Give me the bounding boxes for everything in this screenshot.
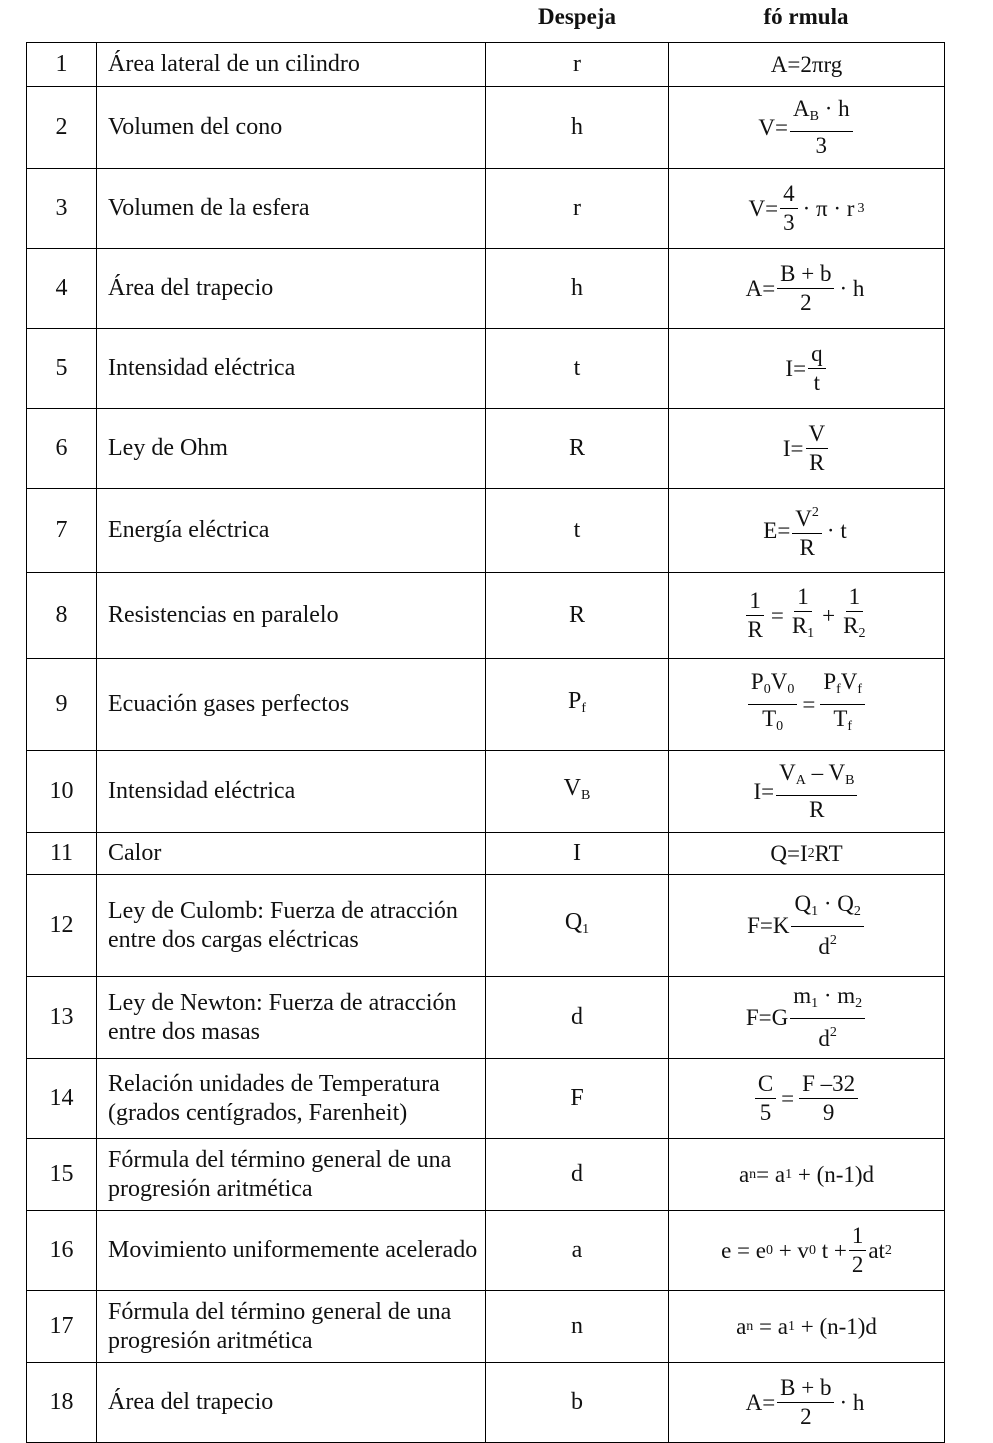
formula-part: + (n-1)d xyxy=(800,1313,877,1339)
formula-13 xyxy=(746,982,867,1053)
formula-part: 2 xyxy=(800,290,812,315)
formula-14 xyxy=(753,1070,860,1127)
row-variable: d xyxy=(486,977,669,1059)
formula-part: q xyxy=(808,340,826,369)
formula-part: · h xyxy=(839,276,865,301)
table-row xyxy=(27,43,945,87)
formula-part: Q=I xyxy=(770,840,808,866)
formula-part xyxy=(790,95,853,132)
formula-part: 2 xyxy=(851,1252,864,1277)
formula-part: F –32 xyxy=(799,1070,858,1099)
table-row xyxy=(27,659,945,751)
table-row xyxy=(27,169,945,249)
formula-part: B xyxy=(845,773,855,788)
row-number: 6 xyxy=(27,409,97,489)
formula-part: 1 xyxy=(811,904,819,919)
variable-subscript: 1 xyxy=(582,921,590,937)
formula-part: at xyxy=(868,1238,885,1263)
formula-part: V= xyxy=(748,196,779,221)
row-number: 10 xyxy=(27,751,97,833)
formula-part: A xyxy=(795,773,806,788)
row-variable: h xyxy=(486,87,669,169)
variable-subscript: B xyxy=(581,787,591,803)
row-formula xyxy=(669,573,945,659)
row-description: Fórmula del término general de una progresión aritmética xyxy=(97,1139,486,1211)
formula-part: V xyxy=(828,760,846,785)
formula-part: A=2πrg xyxy=(770,51,843,77)
formula-part: 0 xyxy=(763,682,771,697)
formula-part xyxy=(790,982,865,1019)
formula-part: · xyxy=(823,983,832,1008)
formula-part: – xyxy=(811,760,829,785)
row-number: 9 xyxy=(27,659,97,751)
formula-part: · t xyxy=(826,518,847,543)
formula-part: = xyxy=(770,603,784,628)
formula-part: 2 xyxy=(855,996,863,1011)
row-formula xyxy=(669,409,945,489)
row-variable: R xyxy=(486,573,669,659)
fraction xyxy=(776,759,857,824)
row-description: Energía eléctrica xyxy=(97,489,486,573)
formula-part: 3 xyxy=(857,201,865,216)
row-formula xyxy=(669,43,945,87)
row-formula xyxy=(669,659,945,751)
formula-part: V xyxy=(795,506,812,531)
fraction xyxy=(790,982,865,1053)
row-description: Área lateral de un cilindro xyxy=(97,43,486,87)
row-description: Área del trapecio xyxy=(97,249,486,329)
row-formula xyxy=(669,87,945,169)
row-variable: t xyxy=(486,329,669,409)
formula-part: m xyxy=(793,983,812,1008)
formula-part: A xyxy=(792,96,810,121)
formula-part: · xyxy=(823,891,832,916)
fraction xyxy=(745,587,766,644)
row-formula xyxy=(669,1211,945,1291)
formula-part: B + b xyxy=(777,1374,834,1403)
formula-part: · h xyxy=(839,1390,865,1415)
row-number: 18 xyxy=(27,1363,97,1443)
row-variable: F xyxy=(486,1059,669,1139)
row-number: 13 xyxy=(27,977,97,1059)
fraction xyxy=(748,668,797,741)
formula-4 xyxy=(746,260,868,317)
formula-part: 2 xyxy=(884,1243,892,1258)
formula-part: 4 xyxy=(780,180,798,209)
formula-part: $T_0$ xyxy=(762,706,784,734)
row-number: 16 xyxy=(27,1211,97,1291)
table-row xyxy=(27,87,945,169)
row-variable: $P_f$ xyxy=(486,659,669,751)
formula-part: + (n-1)d xyxy=(797,1161,875,1187)
fraction xyxy=(780,180,798,237)
formula-part: + xyxy=(822,603,836,628)
row-variable: r xyxy=(486,169,669,249)
row-description: Resistencias en paralelo xyxy=(97,573,486,659)
formula-part xyxy=(840,612,868,648)
formula-part: 0 xyxy=(776,719,784,734)
table-row xyxy=(27,1291,945,1363)
formula-part: = xyxy=(802,692,816,717)
formula-part: F=G xyxy=(745,1005,789,1030)
formula-part: + v xyxy=(778,1238,809,1263)
formula-part: 5 xyxy=(759,1100,772,1125)
formula-part: m xyxy=(837,983,856,1008)
table-row xyxy=(27,1139,945,1211)
row-formula xyxy=(669,1291,945,1363)
formula-part: 0 xyxy=(765,1243,773,1258)
row-description: Volumen del cono xyxy=(97,87,486,169)
formula-part: R xyxy=(791,613,808,638)
formula-part: d xyxy=(818,1026,830,1051)
row-formula xyxy=(669,875,945,977)
formula-part: t xyxy=(813,370,820,395)
row-variable: $Q_1$ xyxy=(486,875,669,977)
row-formula xyxy=(669,489,945,573)
table-row xyxy=(27,751,945,833)
row-description: Intensidad eléctrica xyxy=(97,329,486,409)
formula-part: C xyxy=(755,1070,776,1099)
row-number: 8 xyxy=(27,573,97,659)
formula-part: · π · r xyxy=(802,196,855,221)
row-description: Ley de Newton: Fuerza de atracción entre dos masas xyxy=(97,977,486,1059)
formula-part: = a xyxy=(759,1313,788,1339)
row-variable: I xyxy=(486,833,669,875)
fraction xyxy=(820,668,865,741)
table-row xyxy=(27,1059,945,1139)
row-formula xyxy=(669,329,945,409)
formula-part xyxy=(815,927,840,961)
formula-part xyxy=(789,612,817,648)
formula-part: 2 xyxy=(800,1404,812,1429)
row-description: Relación unidades de Temperatura (grados centígrados, Farenheit) xyxy=(97,1059,486,1139)
row-variable: $V_B$ xyxy=(486,751,669,833)
row-formula xyxy=(669,1139,945,1211)
row-number: 14 xyxy=(27,1059,97,1139)
row-formula xyxy=(669,977,945,1059)
table-row xyxy=(27,875,945,977)
formula-part: $P_0V_0$ xyxy=(748,668,797,705)
formula-10 xyxy=(754,759,860,824)
formula-part: a xyxy=(736,1313,747,1339)
row-description: Ecuación gases perfectos xyxy=(97,659,486,751)
table-row xyxy=(27,249,945,329)
formula-part: A= xyxy=(745,276,776,301)
formula-part: R xyxy=(747,617,763,642)
formula-part: n xyxy=(746,1318,754,1334)
formula-3 xyxy=(749,180,865,237)
formula-part: R xyxy=(809,797,825,822)
formula-part: B + b xyxy=(777,260,834,289)
row-number: 4 xyxy=(27,249,97,329)
fraction xyxy=(799,1070,858,1127)
formula-part: = xyxy=(781,1086,795,1111)
formula-part: 1 xyxy=(794,583,812,612)
formula-part: e = e xyxy=(721,1238,766,1263)
formula-1 xyxy=(771,50,842,79)
formula-part: t + xyxy=(821,1238,847,1263)
row-number: 17 xyxy=(27,1291,97,1363)
formula-part: 2 xyxy=(811,505,819,520)
formula-part: f xyxy=(857,682,863,697)
row-number: 1 xyxy=(27,43,97,87)
formula-part: = a xyxy=(756,1161,786,1187)
row-description: Fórmula del término general de una progresión aritmética xyxy=(97,1291,486,1363)
formula-part: 0 xyxy=(808,1243,816,1258)
row-variable: b xyxy=(486,1363,669,1443)
formula-part: 1 xyxy=(807,626,815,641)
formula-part: V xyxy=(806,420,829,449)
formula-part: n xyxy=(749,1166,757,1182)
formula-part: 1 xyxy=(811,996,819,1011)
formula-part: a xyxy=(738,1161,750,1187)
formula-part: 3 xyxy=(783,210,795,235)
fraction xyxy=(777,260,834,317)
row-variable: r xyxy=(486,43,669,87)
formula-6 xyxy=(783,420,830,477)
fraction xyxy=(806,420,829,477)
row-formula xyxy=(669,751,945,833)
table-row xyxy=(27,489,945,573)
row-description: Calor xyxy=(97,833,486,875)
row-description: Área del trapecio xyxy=(97,1363,486,1443)
formula-part: 2 xyxy=(829,1025,837,1040)
table-row xyxy=(27,573,945,659)
row-description: Intensidad eléctrica xyxy=(97,751,486,833)
formula-table xyxy=(26,42,945,1443)
row-formula xyxy=(669,833,945,875)
formula-part: R xyxy=(809,450,825,475)
formula-part: A= xyxy=(745,1390,776,1415)
formula-part xyxy=(815,1019,840,1053)
formula-part: 1 xyxy=(849,1222,867,1251)
formula-part: d xyxy=(818,934,830,959)
formula-part: f xyxy=(836,682,841,697)
row-formula xyxy=(669,169,945,249)
formula-part: · h xyxy=(824,96,850,121)
header-formula: fó rmula xyxy=(763,4,849,29)
row-number: 11 xyxy=(27,833,97,875)
row-number: 3 xyxy=(27,169,97,249)
formula-part xyxy=(792,499,822,534)
fraction xyxy=(790,95,853,160)
row-description: Ley de Culomb: Fuerza de atracción entre dos cargas eléctricas xyxy=(97,875,486,977)
row-description: Volumen de la esfera xyxy=(97,169,486,249)
formula-part: 2 xyxy=(807,845,815,861)
formula-part: E= xyxy=(763,518,791,543)
formula-part: $P_fV_f$ xyxy=(820,668,865,705)
formula-part: 0 xyxy=(787,682,795,697)
row-formula xyxy=(669,249,945,329)
formula-2 xyxy=(758,95,854,160)
formula-part: 1 xyxy=(746,587,764,616)
formula-11 xyxy=(770,839,842,868)
formula-7 xyxy=(763,499,849,562)
formula-part: F=K xyxy=(747,913,790,938)
fraction xyxy=(840,583,868,648)
formula-part: RT xyxy=(814,840,843,866)
formula-part: V= xyxy=(758,115,788,140)
fraction xyxy=(777,1374,834,1431)
formula-8 xyxy=(743,583,871,648)
formula-5 xyxy=(785,340,827,397)
fraction xyxy=(789,583,817,648)
row-variable: a xyxy=(486,1211,669,1291)
formula-part xyxy=(791,890,863,927)
row-variable: R xyxy=(486,409,669,489)
fraction xyxy=(792,499,822,562)
formula-16 xyxy=(721,1222,892,1279)
formula-part: I= xyxy=(785,356,807,381)
table-row xyxy=(27,409,945,489)
formula-part xyxy=(776,759,857,796)
formula-part: 9 xyxy=(822,1100,835,1125)
table-row xyxy=(27,833,945,875)
formula-part: V xyxy=(779,760,796,785)
formula-part: 2 xyxy=(853,904,861,919)
fraction xyxy=(791,890,863,961)
row-variable: d xyxy=(486,1139,669,1211)
formula-part: $T_f$ xyxy=(833,706,853,734)
formula-12 xyxy=(747,890,866,961)
fraction xyxy=(755,1070,776,1127)
table-row xyxy=(27,977,945,1059)
table-row xyxy=(27,329,945,409)
formula-15 xyxy=(739,1160,874,1189)
fraction xyxy=(808,340,826,397)
formula-9 xyxy=(746,668,867,741)
row-number: 2 xyxy=(27,87,97,169)
row-number: 12 xyxy=(27,875,97,977)
formula-part: B xyxy=(809,109,819,124)
formula-part: f xyxy=(847,719,853,734)
formula-part: 2 xyxy=(829,933,837,948)
table-row xyxy=(27,1211,945,1291)
fraction xyxy=(849,1222,867,1279)
row-description: Movimiento uniformemente acelerado xyxy=(97,1211,486,1291)
row-formula xyxy=(669,1363,945,1443)
row-formula xyxy=(669,1059,945,1139)
formula-part: I= xyxy=(782,436,804,461)
variable-subscript: f xyxy=(581,700,587,716)
row-number: 7 xyxy=(27,489,97,573)
formula-part: Q xyxy=(794,891,812,916)
formula-part: 3 xyxy=(815,133,828,158)
formula-part: 1 xyxy=(846,583,864,612)
formula-part: R xyxy=(843,613,859,638)
formula-part: 1 xyxy=(787,1318,795,1334)
formula-part: I= xyxy=(753,779,775,804)
formula-part: R xyxy=(799,535,815,560)
formula-part: Q xyxy=(837,891,854,916)
row-variable: h xyxy=(486,249,669,329)
table-row xyxy=(27,1363,945,1443)
formula-17 xyxy=(736,1312,877,1341)
row-variable: t xyxy=(486,489,669,573)
row-number: 15 xyxy=(27,1139,97,1211)
header-despeja: Despeja xyxy=(538,4,616,29)
row-number: 5 xyxy=(27,329,97,409)
row-variable: n xyxy=(486,1291,669,1363)
formula-part: 2 xyxy=(858,626,866,641)
formula-part: 1 xyxy=(785,1166,793,1182)
row-description: Ley de Ohm xyxy=(97,409,486,489)
formula-18 xyxy=(746,1374,868,1431)
